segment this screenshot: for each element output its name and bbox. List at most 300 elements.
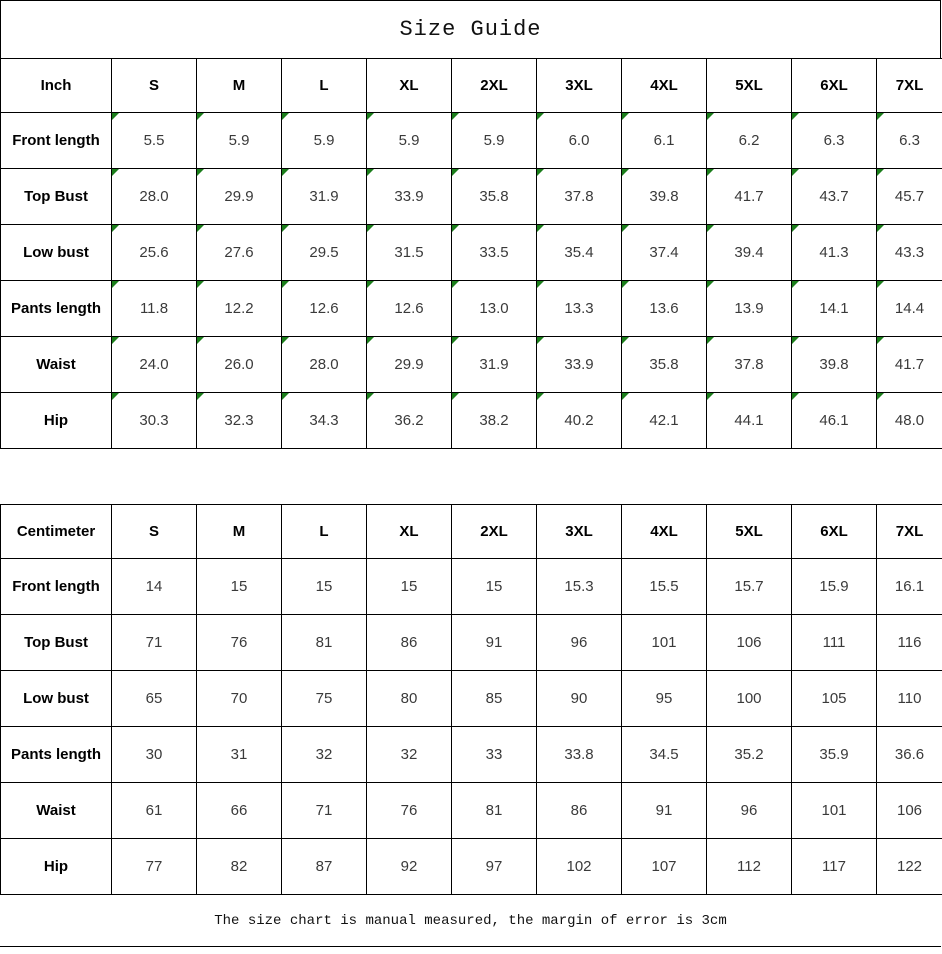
text-format-flag-icon [707,281,714,288]
text-format-flag-icon [877,281,884,288]
value-cell [112,559,197,615]
value-cell-text: 39.8 [819,356,849,373]
value-cell-text: 76 [230,634,248,651]
value-cell [452,113,537,169]
value-cell [707,113,792,169]
table-row [1,225,942,281]
text-format-flag-icon [197,169,204,176]
value-cell [452,671,537,727]
value-cell-text: 32 [315,746,333,763]
row-label-cell-text: Low bust [23,244,89,261]
value-cell [622,113,707,169]
size-header-cell [197,59,282,113]
value-cell [197,169,282,225]
table-row [1,393,942,449]
value-cell [792,337,877,393]
value-cell-text: 15 [485,578,503,595]
size-header-cell [707,59,792,113]
size-header-cell-text: 3XL [565,523,593,540]
value-cell [112,783,197,839]
size-header-cell [282,59,367,113]
table-row [1,671,942,727]
value-cell [707,281,792,337]
value-cell [282,783,367,839]
value-cell [367,671,452,727]
value-cell [707,615,792,671]
footer-note [0,895,941,947]
value-cell [197,783,282,839]
value-cell-text: 13.3 [564,300,594,317]
text-format-flag-icon [112,281,119,288]
value-cell-text: 37.8 [734,356,764,373]
table-row [1,113,942,169]
text-format-flag-icon [537,393,544,400]
value-cell [282,169,367,225]
row-label-cell-text: Pants length [10,746,101,763]
size-header-cell [282,505,367,559]
value-cell [197,337,282,393]
value-cell-text: 6.0 [568,132,590,149]
value-cell [112,337,197,393]
row-label-cell [1,113,112,169]
text-format-flag-icon [197,281,204,288]
value-cell-text: 92 [400,858,418,875]
text-format-flag-icon [367,281,374,288]
size-header-cell-text: M [232,77,246,94]
value-cell-text: 43.7 [819,188,849,205]
value-cell [622,783,707,839]
value-cell-text: 110 [897,690,922,707]
value-cell-text: 14 [145,578,163,595]
value-cell-text: 16.1 [894,578,925,595]
value-cell [452,281,537,337]
text-format-flag-icon [622,225,629,232]
value-cell-text: 12.6 [394,300,424,317]
value-cell-text: 14.1 [819,300,849,317]
size-header-cell-text: XL [399,523,419,540]
value-cell-text: 11.8 [139,300,169,317]
value-cell-text: 77 [145,858,163,875]
value-cell [792,113,877,169]
text-format-flag-icon [282,281,289,288]
value-cell-text: 97 [485,858,503,875]
size-header-cell [197,505,282,559]
row-label-cell-text: Hip [43,412,69,429]
value-cell-text: 112 [737,858,761,875]
value-cell [877,393,942,449]
value-cell-text: 71 [315,802,333,819]
value-cell-text: 28.0 [309,356,339,373]
value-cell [452,615,537,671]
size-header-cell [367,59,452,113]
value-cell-text: 106 [736,634,762,651]
value-cell-text: 32 [400,746,418,763]
value-cell [112,671,197,727]
size-header-cell-text: 5XL [735,77,763,94]
table-row [1,281,942,337]
value-cell [367,615,452,671]
value-cell [537,783,622,839]
text-format-flag-icon [537,337,544,344]
value-cell [367,727,452,783]
value-cell-text: 91 [655,802,673,819]
value-cell [452,337,537,393]
value-cell-text: 46.1 [819,412,849,429]
row-label-cell [1,281,112,337]
value-cell [537,281,622,337]
text-format-flag-icon [367,225,374,232]
value-cell-text: 35.8 [479,188,509,205]
value-cell [452,559,537,615]
value-cell [282,559,367,615]
text-format-flag-icon [197,113,204,120]
value-cell [367,113,452,169]
size-header-cell [792,59,877,113]
size-header-cell-text: 6XL [820,77,848,94]
value-cell-text: 36.2 [394,412,424,429]
value-cell-text: 35.9 [819,746,849,763]
text-format-flag-icon [707,113,714,120]
value-cell [792,225,877,281]
size-header-cell-text: L [319,523,329,540]
text-format-flag-icon [452,337,459,344]
size-header-cell-text: 6XL [820,523,848,540]
value-cell-text: 29.5 [309,244,339,261]
table-row [1,727,942,783]
value-cell [792,727,877,783]
table-row [1,169,942,225]
value-cell-text: 101 [651,634,677,651]
value-cell [282,839,367,895]
value-cell [792,839,877,895]
value-cell-text: 39.4 [734,244,764,261]
value-cell [452,783,537,839]
value-cell [622,559,707,615]
value-cell-text: 48.0 [894,412,925,429]
value-cell-text: 33.9 [564,356,594,373]
text-format-flag-icon [112,393,119,400]
value-cell [537,337,622,393]
value-cell [367,337,452,393]
unit-label-cell [1,505,112,559]
value-cell-text: 5.9 [398,132,420,149]
value-cell [622,615,707,671]
size-header-cell [622,59,707,113]
row-label-cell [1,671,112,727]
value-cell-text: 66 [230,802,248,819]
size-header-row [1,505,942,559]
value-cell [622,281,707,337]
value-cell [622,169,707,225]
value-cell-text: 44.1 [734,412,764,429]
table-row [1,337,942,393]
page-title [0,0,941,58]
text-format-flag-icon [452,393,459,400]
page-title-text: Size Guide [399,17,542,42]
unit-label-cell [1,59,112,113]
text-format-flag-icon [537,113,544,120]
value-cell-text: 45.7 [894,188,925,205]
value-cell [877,559,942,615]
value-cell-text: 71 [145,634,163,651]
value-cell-text: 15.3 [564,578,594,595]
text-format-flag-icon [792,225,799,232]
size-header-cell-text: S [148,523,159,540]
row-label-cell-text: Front length [12,132,100,149]
text-format-flag-icon [792,169,799,176]
value-cell [112,225,197,281]
value-cell-text: 24.0 [139,356,169,373]
value-cell-text: 6.2 [738,132,760,149]
value-cell [197,671,282,727]
value-cell-text: 31.9 [309,188,339,205]
text-format-flag-icon [197,337,204,344]
value-cell [792,281,877,337]
value-cell [367,559,452,615]
row-label-cell [1,783,112,839]
text-format-flag-icon [452,113,459,120]
row-label-cell [1,559,112,615]
value-cell-text: 33 [485,746,503,763]
value-cell [537,559,622,615]
value-cell-text: 31.5 [394,244,424,261]
text-format-flag-icon [282,337,289,344]
row-label-cell-text: Waist [36,356,76,373]
text-format-flag-icon [707,225,714,232]
value-cell [282,671,367,727]
value-cell [452,727,537,783]
value-cell-text: 6.3 [899,132,920,149]
value-cell [367,839,452,895]
value-cell [792,393,877,449]
value-cell-text: 116 [897,634,922,651]
row-label-cell [1,393,112,449]
size-table-cm [0,504,942,895]
text-format-flag-icon [622,169,629,176]
value-cell-text: 15.5 [649,578,679,595]
value-cell [112,615,197,671]
text-format-flag-icon [707,393,714,400]
text-format-flag-icon [622,337,629,344]
value-cell-text: 102 [566,858,592,875]
size-header-cell-text: 4XL [650,77,678,94]
value-cell [622,225,707,281]
value-cell [877,281,942,337]
value-cell [452,225,537,281]
value-cell-text: 117 [822,858,846,875]
value-cell-text: 13.9 [734,300,764,317]
value-cell-text: 32.3 [224,412,254,429]
text-format-flag-icon [877,225,884,232]
table-row [1,559,942,615]
value-cell-text: 37.4 [649,244,679,261]
value-cell [282,337,367,393]
value-cell-text: 87 [315,858,333,875]
table-row [1,615,942,671]
value-cell [282,615,367,671]
value-cell [282,393,367,449]
value-cell [197,113,282,169]
value-cell-text: 12.6 [309,300,339,317]
row-label-cell-text: Low bust [23,690,89,707]
row-label-cell-text: Waist [36,802,76,819]
value-cell-text: 86 [400,634,418,651]
value-cell-text: 5.9 [313,132,335,149]
value-cell [197,225,282,281]
value-cell-text: 111 [822,634,846,651]
size-header-cell [877,505,942,559]
value-cell [877,225,942,281]
text-format-flag-icon [367,113,374,120]
value-cell [112,113,197,169]
value-cell [367,225,452,281]
size-header-cell [537,505,622,559]
value-cell-text: 12.2 [224,300,254,317]
text-format-flag-icon [197,225,204,232]
value-cell [622,727,707,783]
value-cell-text: 96 [740,802,758,819]
size-header-cell [792,505,877,559]
text-format-flag-icon [877,113,884,120]
value-cell [877,337,942,393]
text-format-flag-icon [452,281,459,288]
row-label-cell-text: Front length [12,578,100,595]
value-cell [707,783,792,839]
value-cell-text: 26.0 [224,356,254,373]
value-cell [112,169,197,225]
value-cell [197,393,282,449]
size-header-cell [537,59,622,113]
value-cell-text: 15.9 [819,578,849,595]
value-cell [112,393,197,449]
value-cell [197,727,282,783]
value-cell-text: 15 [230,578,248,595]
value-cell [367,393,452,449]
value-cell-text: 81 [315,634,333,651]
value-cell-text: 15.7 [734,578,764,595]
value-cell [452,169,537,225]
value-cell [792,615,877,671]
value-cell-text: 25.6 [139,244,169,261]
value-cell [282,727,367,783]
size-header-cell-text: M [232,523,246,540]
value-cell-text: 31 [230,746,248,763]
value-cell [707,393,792,449]
row-label-cell [1,727,112,783]
value-cell-text: 43.3 [894,244,925,261]
size-header-cell [622,505,707,559]
value-cell-text: 14.4 [894,300,925,317]
value-cell-text: 13.6 [649,300,679,317]
table-row [1,783,942,839]
text-format-flag-icon [282,113,289,120]
text-format-flag-icon [792,281,799,288]
value-cell [877,727,942,783]
size-header-cell [367,505,452,559]
value-cell [367,783,452,839]
value-cell-text: 6.3 [823,132,845,149]
text-format-flag-icon [707,169,714,176]
value-cell-text: 15 [400,578,418,595]
value-cell-text: 28.0 [139,188,169,205]
value-cell [452,393,537,449]
text-format-flag-icon [112,169,119,176]
size-header-cell-text: 7XL [895,77,924,94]
size-header-cell-text: 5XL [735,523,763,540]
value-cell-text: 31.9 [479,356,509,373]
value-cell [197,281,282,337]
row-label-cell [1,839,112,895]
text-format-flag-icon [112,113,119,120]
value-cell-text: 42.1 [649,412,679,429]
value-cell-text: 35.4 [564,244,594,261]
value-cell-text: 101 [821,802,847,819]
size-header-cell-text: 7XL [895,523,924,540]
value-cell-text: 86 [570,802,588,819]
table-spacer [0,449,941,504]
value-cell [452,839,537,895]
value-cell-text: 29.9 [224,188,254,205]
row-label-cell [1,615,112,671]
value-cell-text: 41.3 [819,244,849,261]
value-cell [282,113,367,169]
unit-label-cell-text: Inch [40,77,72,94]
value-cell-text: 122 [896,858,923,875]
unit-label-cell-text: Centimeter [16,523,96,540]
value-cell-text: 41.7 [894,356,925,373]
text-format-flag-icon [622,281,629,288]
value-cell [537,839,622,895]
value-cell-text: 39.8 [649,188,679,205]
value-cell-text: 75 [315,690,333,707]
row-label-cell-text: Top Bust [24,188,88,205]
value-cell-text: 27.6 [224,244,254,261]
value-cell-text: 100 [736,690,762,707]
text-format-flag-icon [622,393,629,400]
value-cell-text: 6.1 [653,132,675,149]
value-cell [537,727,622,783]
row-label-cell [1,169,112,225]
size-header-cell-text: S [148,77,159,94]
size-header-cell-text: XL [399,77,419,94]
value-cell-text: 91 [485,634,503,651]
value-cell [707,169,792,225]
value-cell [537,393,622,449]
value-cell-text: 5.9 [483,132,505,149]
size-header-cell-text: 3XL [565,77,593,94]
value-cell [792,169,877,225]
text-format-flag-icon [367,393,374,400]
value-cell [197,559,282,615]
value-cell [197,839,282,895]
value-cell-text: 33.9 [394,188,424,205]
value-cell-text: 106 [896,802,923,819]
text-format-flag-icon [367,169,374,176]
value-cell-text: 82 [230,858,248,875]
text-format-flag-icon [877,337,884,344]
value-cell-text: 70 [230,690,248,707]
value-cell-text: 90 [570,690,588,707]
value-cell-text: 34.5 [649,746,679,763]
value-cell [537,615,622,671]
value-cell [707,225,792,281]
text-format-flag-icon [707,337,714,344]
value-cell [282,225,367,281]
text-format-flag-icon [282,225,289,232]
size-header-cell-text: 2XL [480,523,508,540]
footer-note-text: The size chart is manual measured, the margin of error is 3cm [214,912,727,929]
value-cell [622,671,707,727]
